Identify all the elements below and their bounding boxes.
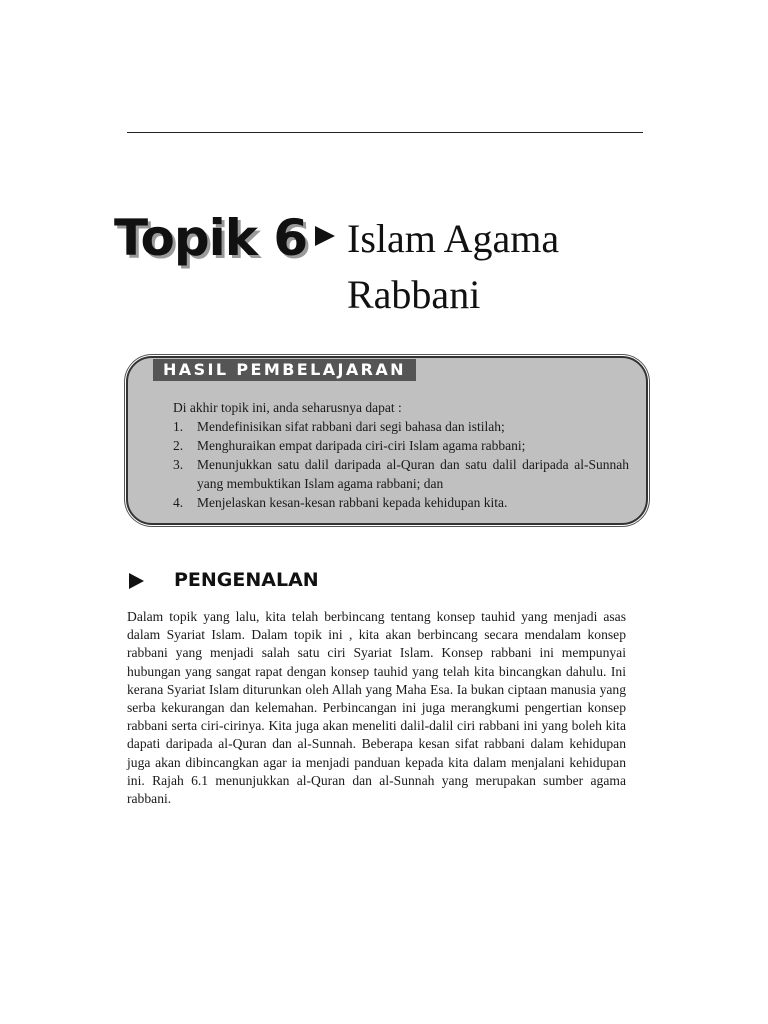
play-arrow-icon xyxy=(315,226,335,246)
list-item-number: 4. xyxy=(173,495,184,510)
list-item-text: Menjelaskan kesan-kesan rabbani kepada kehidupan kita. xyxy=(197,495,508,510)
list-item-number: 3. xyxy=(173,457,184,472)
list-item-text: Menghuraikan empat daripada ciri-ciri Islam agama rabbani; xyxy=(197,438,526,453)
learning-outcomes-intro: Di akhir topik ini, anda seharusnya dapat : xyxy=(173,400,402,415)
list-item-text: Menunjukkan satu dalil daripada al-Quran dan satu dalil daripada al-Sunnah yang membuktikan Islam agama rabbani; dan xyxy=(197,457,629,491)
learning-outcomes-body xyxy=(173,398,629,512)
intro-paragraph: Dalam topik yang lalu, kita telah berbincang tentang konsep tauhid yang menjadi asas dalam Syariat Islam. Dalam topik ini , kita akan berbincang secara mendalam konsep rabbani yang menjadi salah satu ciri Syariat Islam. Konsep rabbani ini mempunyai hubungan yang sangat rapat dengan konsep tauhid yang telah kita bincangkan dahulu. Ini kerana Syariat Islam diturunkan oleh Allah yang Maha Esa. Ia bukan ciptaan manusia yang serba kekurangan dan kelemahan. Perbincangan ini juga merangkumi pengertian konsep rabbani serta ciri-cirinya. Kita juga akan meneliti dalil-dalil ciri rabbani ini yang boleh kita dapati daripada al-Quran dan al-Sunnah. Beberapa kesan sifat rabbani dalam kehidupan juga akan dibincangkan agar ia menjadi panduan kepada kita dalam menjalani kehidupan ini. Rajah 6.1 menunjukkan al-Quran dan al-Sunnah yang merupakan sumber agama rabbani. xyxy=(127,609,626,807)
header-rule xyxy=(127,132,643,133)
learning-outcomes-header: HASIL PEMBELAJARAN xyxy=(153,359,416,381)
section-heading: PENGENALAN xyxy=(174,569,319,591)
list-item-text: Mendefinisikan sifat rabbani dari segi bahasa dan istilah; xyxy=(197,419,505,434)
list-item-number: 2. xyxy=(173,438,184,453)
section-arrow-icon xyxy=(129,573,144,589)
list-item xyxy=(173,455,629,493)
list-item xyxy=(173,417,629,436)
topic-title: Islam Agama Rabbani xyxy=(347,216,560,317)
learning-outcomes-list xyxy=(173,417,629,512)
topic-number: Topik 6 xyxy=(114,209,308,267)
list-item xyxy=(173,493,629,512)
list-item-number: 1. xyxy=(173,419,184,434)
list-item xyxy=(173,436,629,455)
